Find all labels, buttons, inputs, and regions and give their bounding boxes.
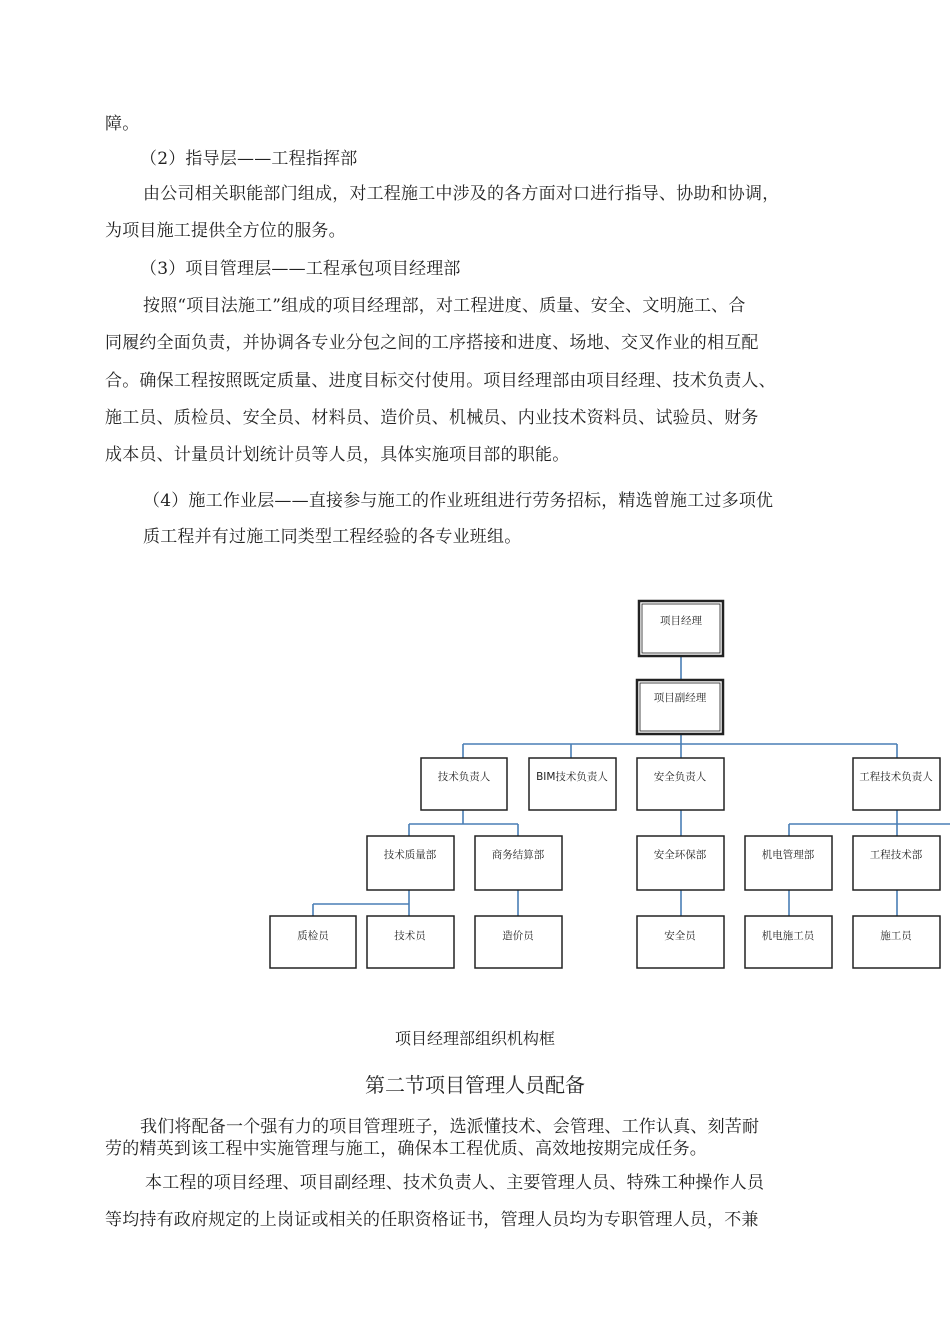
paragraph-line: 同履约全面负责，并协调各专业分包之间的工序搭接和进度、场地、交叉作业的相互配 (105, 333, 759, 353)
org-label: 机电施工员 (761, 930, 815, 942)
org-label: 技术负责人 (437, 771, 491, 783)
paragraph-line: 按照“项目法施工”组成的项目经理部，对工程进度、质量、安全、文明施工、合 (143, 296, 746, 316)
org-label: 安全员 (664, 930, 696, 942)
paragraph-line: 质工程并有过施工同类型工程经验的各专业班组。 (143, 527, 522, 547)
org-box-safety-officer (637, 916, 724, 968)
org-box-engineering-lead (853, 758, 940, 810)
org-box-tech-lead (421, 758, 507, 810)
org-box-mep-dept (745, 836, 832, 890)
org-label: 商务结算部 (491, 849, 545, 861)
org-label: BIM技术负责人 (536, 771, 608, 783)
paragraph-line: 我们将配备一个强有力的项目管理班子，选派懂技术、会管理、工作认真、刻苦耐 (140, 1117, 760, 1137)
org-label: 机电管理部 (761, 849, 815, 861)
org-box-safety-lead (637, 758, 724, 810)
org-box-inspector (270, 916, 356, 968)
org-chart (0, 590, 950, 980)
org-label: 施工员 (880, 930, 912, 942)
org-label: 工程技术部 (869, 849, 923, 861)
org-box-engineering-dept (853, 836, 940, 890)
paragraph-line: （2）指导层——工程指挥部 (140, 149, 358, 169)
org-box-settlement-dept (475, 836, 562, 890)
paragraph-line: 合。确保工程按照既定质量、进度目标交付使用。项目经理部由项目经理、技术负责人、 (105, 371, 776, 391)
figure-caption: 项目经理部组织机构框 (394, 1029, 555, 1048)
paragraph-line: （4）施工作业层——直接参与施工的作业班组进行劳务招标，精选曾施工过多项优 (143, 491, 774, 511)
org-box-technician (367, 916, 454, 968)
paragraph-line: 由公司相关职能部门组成，对工程施工中涉及的各方面对口进行指导、协助和协调， (143, 184, 780, 204)
org-label: 技术员 (394, 930, 426, 942)
org-box-bim-lead (529, 758, 616, 810)
org-label: 项目副经理 (653, 692, 707, 704)
org-label: 安全负责人 (653, 771, 707, 783)
paragraph-line: 等均持有政府规定的上岗证或相关的任职资格证书，管理人员均为专职管理人员，不兼 (105, 1210, 759, 1230)
org-box-deputy-manager (637, 680, 723, 734)
paragraph-line: 劳的精英到该工程中实施管理与施工，确保本工程优质、高效地按期完成任务。 (105, 1139, 707, 1159)
org-box-safety-env-dept (637, 836, 724, 890)
org-box-mep-worker (745, 916, 832, 968)
org-label: 项目经理 (660, 615, 702, 627)
org-label: 技术质量部 (383, 849, 437, 861)
org-box-quality-dept (367, 836, 454, 890)
org-box-cost-estimator (475, 916, 562, 968)
org-box-site-worker (853, 916, 940, 968)
paragraph-line: 障。 (105, 114, 140, 134)
paragraph-line: 为项目施工提供全方位的服务。 (105, 221, 346, 241)
paragraph-line: 本工程的项目经理、项目副经理、技术负责人、主要管理人员、特殊工种操作人员 (145, 1173, 765, 1193)
paragraph-line: 施工员、质检员、安全员、材料员、造价员、机械员、内业技术资料员、试验员、财务 (105, 408, 759, 428)
org-label: 质检员 (297, 930, 329, 942)
paragraph-line: （3）项目管理层——工程承包项目经理部 (140, 259, 461, 279)
org-label: 造价员 (502, 930, 534, 942)
org-box-project-manager (639, 601, 723, 656)
section-heading: 第二节项目管理人员配备 (365, 1073, 585, 1097)
paragraph-line: 成本员、计量员计划统计员等人员，具体实施项目部的职能。 (105, 445, 570, 465)
org-label: 安全环保部 (653, 849, 707, 861)
org-label: 工程技术负责人 (859, 771, 933, 783)
